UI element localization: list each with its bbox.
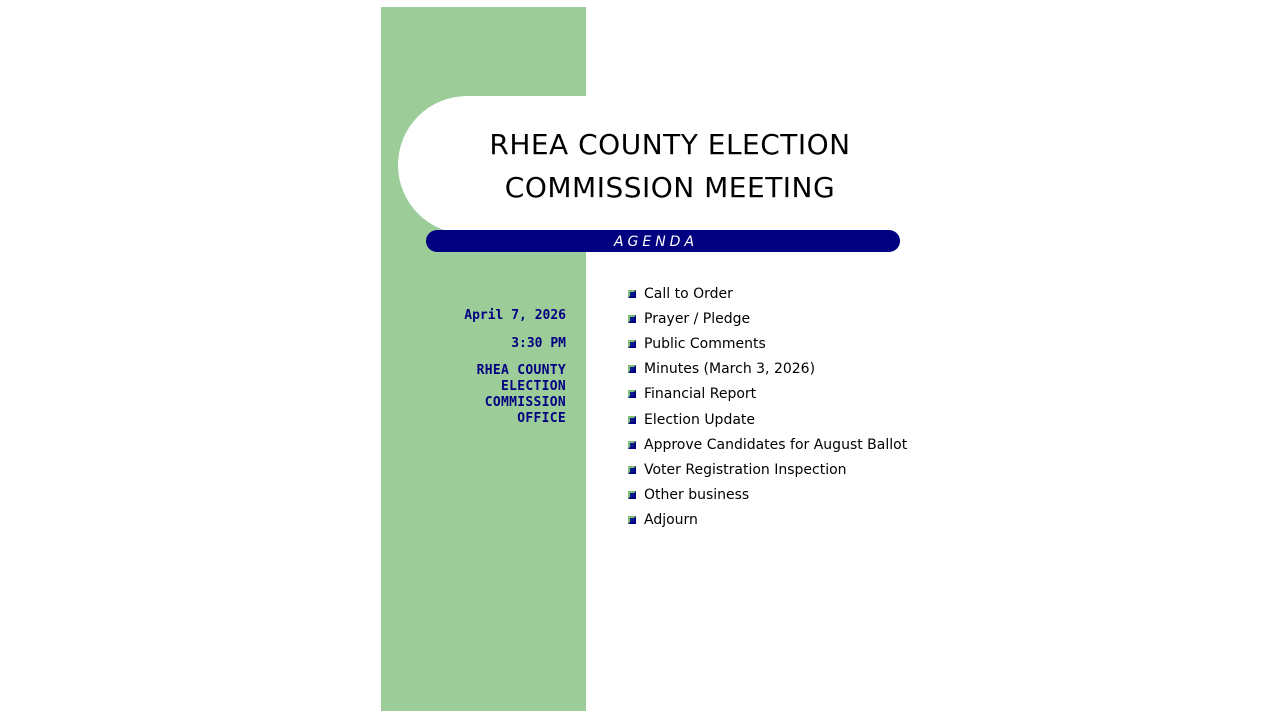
square-bullet-icon: [628, 491, 636, 499]
location-line: COMMISSION: [484, 395, 566, 410]
agenda-item: [628, 432, 907, 457]
agenda-banner-label: AGENDA: [613, 234, 699, 250]
square-bullet-icon: [628, 365, 636, 373]
location-line: RHEA COUNTY: [476, 363, 566, 378]
agenda-item: [628, 483, 907, 508]
agenda-item: [628, 508, 907, 533]
square-bullet-icon: [628, 315, 636, 323]
agenda-item-label: Financial Report: [644, 386, 757, 403]
location-line: OFFICE: [517, 411, 566, 426]
square-bullet-icon: [628, 416, 636, 424]
agenda-item: [628, 382, 907, 407]
agenda-item-label: Prayer / Pledge: [644, 310, 751, 327]
square-bullet-icon: [628, 466, 636, 474]
agenda-item-label: Call to Order: [644, 285, 733, 302]
square-bullet-icon: [628, 390, 636, 398]
meeting-date: April 7, 2026: [464, 308, 566, 323]
square-bullet-icon: [628, 340, 636, 348]
agenda-item-label: Minutes (March 3, 2026): [644, 361, 816, 378]
agenda-item: [628, 331, 907, 356]
agenda-item-label: Voter Registration Inspection: [644, 461, 847, 478]
title-line-2: COMMISSION MEETING: [504, 171, 836, 204]
agenda-item-label: Other business: [644, 487, 750, 504]
agenda-item: [628, 407, 907, 432]
meeting-time: 3:30 PM: [511, 336, 566, 351]
square-bullet-icon: [628, 516, 636, 524]
agenda-item: [628, 357, 907, 382]
meeting-location: [420, 363, 566, 427]
page-title: [430, 123, 910, 209]
agenda-item-label: Election Update: [644, 411, 756, 428]
agenda-item: [628, 281, 907, 306]
agenda-item-label: Approve Candidates for August Ballot: [644, 436, 908, 453]
agenda-list: [628, 281, 907, 533]
agenda-item: [628, 457, 907, 482]
location-line: ELECTION: [500, 379, 566, 394]
agenda-item: [628, 306, 907, 331]
agenda-item-label: Public Comments: [644, 335, 766, 352]
agenda-item-label: Adjourn: [644, 512, 698, 529]
title-line-1: RHEA COUNTY ELECTION: [489, 128, 851, 161]
square-bullet-icon: [628, 441, 636, 449]
square-bullet-icon: [628, 290, 636, 298]
